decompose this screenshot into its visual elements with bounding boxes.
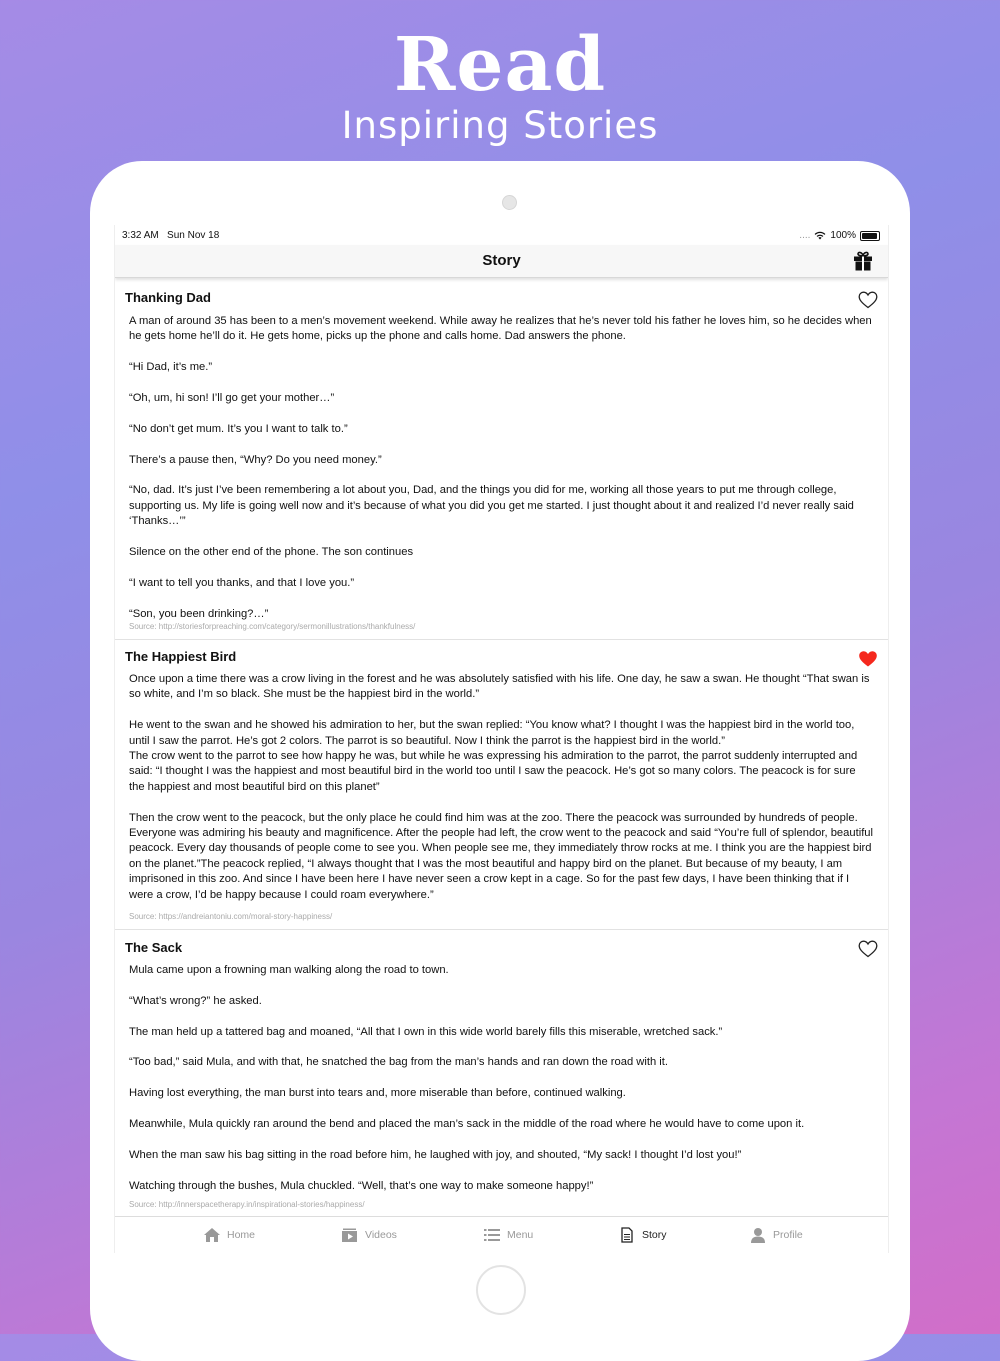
device-home-button[interactable] (476, 1265, 526, 1315)
menu-list-icon (483, 1227, 501, 1243)
tab-videos[interactable] (341, 1227, 397, 1243)
home-icon (203, 1227, 221, 1243)
videos-icon (341, 1227, 359, 1243)
gift-icon[interactable] (852, 250, 874, 272)
heart-filled-icon[interactable] (858, 650, 878, 668)
story-title: The Happiest Bird (125, 649, 237, 664)
tab-menu[interactable] (483, 1227, 533, 1243)
tab-label: Profile (773, 1229, 803, 1241)
story-source[interactable]: Source: http://innerspacetherapy.in/inspirational-stories/happiness/ (129, 1200, 365, 1209)
story-body: A man of around 35 has been to a men’s movement weekend. While away he realizes that he’s never told his father he loves him, so he decides when he gets home he’ll do it. He gets home, picks up the phone and calls home. Dad answers the phone. “Hi Dad, it’s me.” “Oh, um, hi son! I’ll go get your mother…” “No don’t get mum. It’s you I want to talk to.” There’s a pause then, “Why? Do you need money.” “No, dad. It’s just I’ve been remembering a lot about you, Dad, and the things you did for me, working all those years to put me through college, supporting us. My life is going well now and it’s because of what you did you get me started. I just thought about it and realized I’d never really said ‘Thanks…’” Silence on the other end of the phone. The son continues “I want to tell you thanks, and that I love you.” “Son, you been drinking?…” (129, 315, 872, 620)
story-list (115, 282, 888, 1216)
tab-label: Home (227, 1229, 256, 1241)
story-title: Thanking Dad (125, 290, 211, 305)
heart-outline-icon[interactable] (858, 291, 878, 309)
document-icon (618, 1227, 636, 1243)
tab-profile[interactable] (749, 1227, 803, 1243)
app-screen (114, 225, 889, 1253)
page-title: Story (482, 252, 521, 269)
nav-bar (115, 245, 888, 278)
tab-label: Story (642, 1229, 667, 1241)
story-title: The Sack (125, 940, 183, 955)
status-date: Sun Nov 18 (167, 230, 220, 241)
battery-icon (860, 231, 880, 241)
hero-title: Read (393, 22, 607, 108)
story-source[interactable]: Source: https://andreiantoniu.com/moral-story-happiness/ (129, 912, 333, 921)
battery-percent: 100% (830, 230, 856, 241)
wifi-icon (814, 231, 826, 240)
story-body: Once upon a time there was a crow living in the forest and he was absolutely satisfied with his life. One day, he saw a swan. He thought “That swan is so white, and I’m so black. She must be the happiest bird in the world.” He went to the swan and he showed his admiration to her, but the swan replied: “You know what? I thought I was the happiest bird in the world too, until I saw the parrot. He’s got 2 colors. The parrot is so beautiful. Now I think the parrot is the happiest bird in the world.” The crow went to the parrot to see how happy he was, but while he was expressing his admiration to the parrot, the parrot suddenly interrupted and said: “I thought I was the happiest and most beautiful bird in the world too until I saw the peacock. He’s got so many colors. The peacock is for sure the happiest and most beautiful bird on this planet” Then the crow went to the peacock, but the only place he could find him was at the zoo. There the peacock was surrounded by hundreds of people. Everyone was admiring his beauty and magnificence. After the people had left, the crow went to the peacock and said “You’re full of splendor, beautiful peacock. Every day thousands of people come to see you. When people see me, they immediately throw rocks at me. I think you are the happiest bird on the planet.”The peacock replied, “I always thought that I was the most beautiful and happy bird on the planet. But because of my beauty, I am imprisoned in this zoo. And since I have been here I have never seen a crow kept in a cage. So for the past few days, I have been thinking that if I were a crow, I’d be happy because I could roam everywhere.” (129, 673, 874, 901)
camera-dot (502, 195, 517, 210)
tab-label: Menu (507, 1229, 534, 1241)
tab-home[interactable] (203, 1227, 255, 1243)
heart-outline-icon[interactable] (858, 940, 878, 958)
status-bar (115, 225, 888, 245)
tab-story[interactable] (618, 1227, 667, 1243)
status-time: 3:32 AM (122, 230, 159, 241)
profile-icon (749, 1227, 767, 1243)
story-card (115, 282, 888, 640)
signal-dots: .... (799, 230, 811, 241)
hero-subtitle: Inspiring Stories (341, 104, 659, 147)
tablet-frame (90, 161, 910, 1361)
tab-bar (115, 1216, 888, 1253)
story-source[interactable]: Source: http://storiesforpreaching.com/category/sermonillustrations/thankfulness/ (129, 622, 416, 631)
story-card (115, 640, 888, 930)
story-body: Mula came upon a frowning man walking along the road to town. “What’s wrong?” he asked. The man held up a tattered bag and moaned, “All that I own in this wide world barely fills this miserable, wretched sack.” “Too bad,” said Mula, and with that, he snatched the bag from the man’s hands and ran down the road with it. Having lost everything, the man burst into tears and, more miserable than before, continued walking. Meanwhile, Mula quickly ran around the bend and placed the man’s sack in the middle of the road where he would have to come upon it. When the man saw his bag sitting in the road before him, he laughed with joy, and shouted, “My sack! I thought I’d lost you!” Watching through the bushes, Mula chuckled. “Well, that’s one way to make someone happy!” (129, 964, 805, 1192)
story-card (115, 930, 888, 1216)
tab-label: Videos (365, 1229, 397, 1241)
